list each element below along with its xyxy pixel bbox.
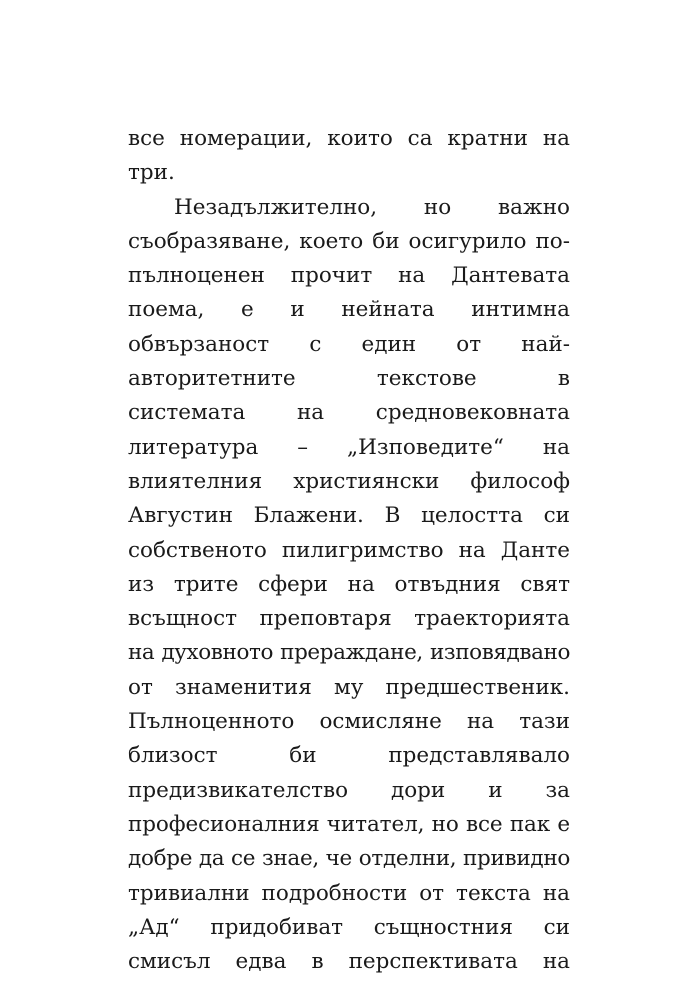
text-line: поема, е и нейната интимна <box>128 297 570 323</box>
text-line: смисъл едва в перспективата на <box>128 949 570 975</box>
text-line: литература – „Изповедите“ на <box>128 434 570 460</box>
text-line: всъщност преповтаря траекторията <box>128 606 570 632</box>
text-line: добре да се знае, че отделни, привидно <box>128 846 570 872</box>
text-line: съобразяване, което би осигурило по- <box>128 228 570 254</box>
text-line: системата на средновековната <box>128 400 570 426</box>
body-text <box>128 122 570 979</box>
text-line: професионалния читател, но все пак е <box>128 811 570 837</box>
text-line: Пълноценното осмисляне на тази <box>128 709 570 735</box>
text-line: на духовното прераждане, изповядвано <box>128 640 570 666</box>
text-line: из трите сфери на отвъдния свят <box>128 571 570 597</box>
text-line: все номерации, които са кратни на <box>128 126 570 151</box>
text-line: от знаменития му предшественик. <box>128 674 570 700</box>
text-line: пълноценен прочит на Дантевата <box>128 263 570 289</box>
text-line: три. <box>128 160 175 186</box>
text-line: тривиални подробности от текста на <box>128 880 570 906</box>
text-line: обвързаност с един от най- <box>128 331 570 357</box>
text-line: Августин Блажени. В целостта си <box>128 503 570 529</box>
text-line: собственото пилигримство на Данте <box>128 537 570 563</box>
text-line: „Ад“ придобиват същностния си <box>128 914 570 940</box>
text-line: авторитетните текстове в <box>128 366 570 392</box>
text-line: предизвикателство дори и за <box>128 777 570 803</box>
paragraph-first-line: Незадължително, но важно <box>174 194 570 220</box>
text-line: близост би представлявало <box>128 743 570 769</box>
text-line: влиятелния християнски философ <box>128 468 570 494</box>
